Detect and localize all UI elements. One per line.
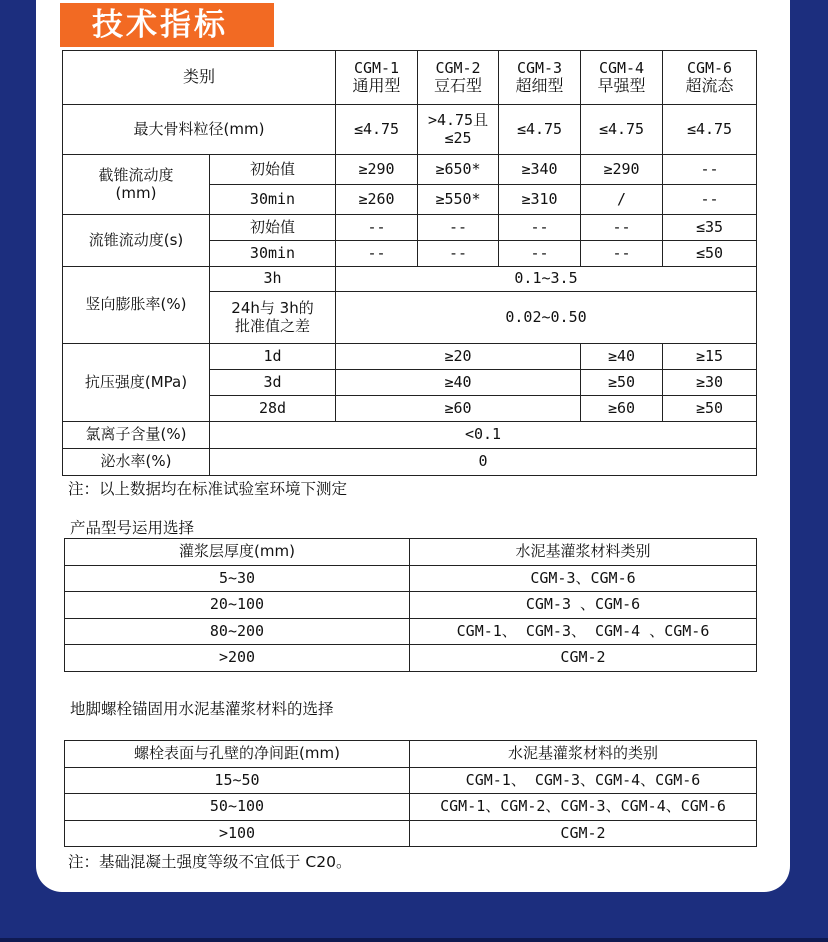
sub-label: 28d bbox=[210, 396, 336, 422]
cell: CGM-1、CGM-2、CGM-3、CGM-4、CGM-6 bbox=[410, 794, 757, 821]
col-type: 超细型 bbox=[515, 75, 564, 95]
col-header-cgm4 bbox=[581, 51, 663, 105]
col-code: CGM-6 bbox=[686, 58, 733, 77]
sub-label: 3h bbox=[210, 267, 336, 292]
table-note: 注：以上数据均在标准试验室环境下测定 bbox=[68, 480, 348, 498]
col-header-cgm6 bbox=[663, 51, 757, 105]
col-header: 水泥基灌浆材料类别 bbox=[410, 539, 757, 566]
cell: ≥60 bbox=[581, 396, 663, 422]
cell: CGM-1、 CGM-3、 CGM-4 、CGM-6 bbox=[410, 619, 757, 645]
cell: ≥15 bbox=[663, 344, 757, 370]
cell: 20~100 bbox=[65, 592, 410, 619]
section-title: 技术指标 bbox=[60, 3, 274, 47]
cell: CGM-2 bbox=[410, 821, 757, 847]
cell: ≥40 bbox=[336, 370, 581, 396]
cell: CGM-1、 CGM-3、CGM-4、CGM-6 bbox=[410, 768, 757, 794]
cell: ≤35 bbox=[663, 215, 757, 241]
cell: -- bbox=[336, 241, 418, 267]
col-header: 水泥基灌浆材料的类别 bbox=[410, 741, 757, 768]
cell: -- bbox=[418, 241, 499, 267]
anchor-heading: 地脚螺栓锚固用水泥基灌浆材料的选择 bbox=[70, 700, 334, 718]
bleed-label: 泌水率(%) bbox=[63, 449, 210, 476]
cell: CGM-3、CGM-6 bbox=[410, 566, 757, 592]
cell: >200 bbox=[65, 645, 410, 672]
col-header: 灌浆层厚度(mm) bbox=[65, 539, 410, 566]
col-type: 通用型 bbox=[352, 75, 401, 95]
cell: >100 bbox=[65, 821, 410, 847]
cone-label bbox=[63, 155, 210, 215]
cell: -- bbox=[499, 215, 581, 241]
cell: 0 bbox=[210, 449, 757, 476]
cell: 0.1~3.5 bbox=[336, 267, 757, 292]
label-line: (mm) bbox=[115, 183, 157, 202]
cell: <0.1 bbox=[210, 422, 757, 449]
agg-label: 最大骨料粒径(mm) bbox=[63, 105, 336, 155]
col-header-cgm3 bbox=[499, 51, 581, 105]
cell: -- bbox=[418, 215, 499, 241]
col-code: CGM-3 bbox=[516, 58, 563, 77]
cell: -- bbox=[663, 185, 757, 215]
col-code: CGM-1 bbox=[353, 58, 400, 77]
cell: ≤4.75 bbox=[663, 105, 757, 155]
sub-label: 1d bbox=[210, 344, 336, 370]
cell: -- bbox=[581, 241, 663, 267]
cell-line: >4.75且 bbox=[427, 111, 489, 130]
sub-label: 30min bbox=[210, 185, 336, 215]
cell: ≥50 bbox=[581, 370, 663, 396]
sub-label: 3d bbox=[210, 370, 336, 396]
cell: ≥30 bbox=[663, 370, 757, 396]
cell: -- bbox=[499, 241, 581, 267]
spec-table bbox=[62, 50, 757, 476]
cell bbox=[418, 105, 499, 155]
cell: ≥260 bbox=[336, 185, 418, 215]
foundation-note: 注：基础混凝土强度等级不宜低于 C20。 bbox=[68, 853, 352, 871]
cell: 50~100 bbox=[65, 794, 410, 821]
cell: ≤4.75 bbox=[499, 105, 581, 155]
anchor-table bbox=[64, 740, 757, 847]
category-header: 类别 bbox=[63, 51, 336, 105]
flow-label: 流锥流动度(s) bbox=[63, 215, 210, 267]
col-code: CGM-2 bbox=[435, 58, 481, 77]
cell: ≥650* bbox=[418, 155, 499, 185]
cell: -- bbox=[581, 215, 663, 241]
cell: ≥310 bbox=[499, 185, 581, 215]
cell: CGM-2 bbox=[410, 645, 757, 672]
col-type: 豆石型 bbox=[434, 75, 483, 95]
cell: ≤50 bbox=[663, 241, 757, 267]
cell: ≥550* bbox=[418, 185, 499, 215]
cell: CGM-3 、CGM-6 bbox=[410, 592, 757, 619]
col-type: 早强型 bbox=[597, 75, 646, 95]
cell: ≥20 bbox=[336, 344, 581, 370]
label-line: 截锥流动度 bbox=[98, 166, 174, 185]
sub-label: 初始值 bbox=[210, 215, 336, 241]
cell: ≤4.75 bbox=[336, 105, 418, 155]
cell: / bbox=[581, 185, 663, 215]
cell: -- bbox=[663, 155, 757, 185]
cell: 80~200 bbox=[65, 619, 410, 645]
bottom-bar bbox=[0, 938, 828, 942]
cell: 15~50 bbox=[65, 768, 410, 794]
sub-label: 30min bbox=[210, 241, 336, 267]
cell: ≤4.75 bbox=[581, 105, 663, 155]
col-header-cgm1 bbox=[336, 51, 418, 105]
cell: ≥290 bbox=[581, 155, 663, 185]
cell: ≥290 bbox=[336, 155, 418, 185]
cell: ≥340 bbox=[499, 155, 581, 185]
cell: ≥50 bbox=[663, 396, 757, 422]
cell: 5~30 bbox=[65, 566, 410, 592]
expansion-label: 竖向膨胀率(%) bbox=[63, 267, 210, 344]
cell-line: ≤25 bbox=[444, 128, 472, 147]
sub-label: 初始值 bbox=[210, 155, 336, 185]
col-header: 螺栓表面与孔壁的净间距(mm) bbox=[65, 741, 410, 768]
cell: -- bbox=[336, 215, 418, 241]
col-type: 超流态 bbox=[685, 75, 734, 95]
cell: 0.02~0.50 bbox=[336, 292, 757, 344]
cell: ≥40 bbox=[581, 344, 663, 370]
selection-heading: 产品型号运用选择 bbox=[70, 519, 195, 537]
label-line: 24h与 3h的 bbox=[231, 299, 314, 318]
chloride-label: 氯离子含量(%) bbox=[63, 422, 210, 449]
selection-table bbox=[64, 538, 757, 672]
col-code: CGM-4 bbox=[598, 58, 645, 77]
col-header-cgm2 bbox=[418, 51, 499, 105]
label-line: 批准值之差 bbox=[235, 316, 311, 335]
sub-label bbox=[210, 292, 336, 344]
cell: ≥60 bbox=[336, 396, 581, 422]
compressive-label: 抗压强度(MPa) bbox=[63, 344, 210, 422]
